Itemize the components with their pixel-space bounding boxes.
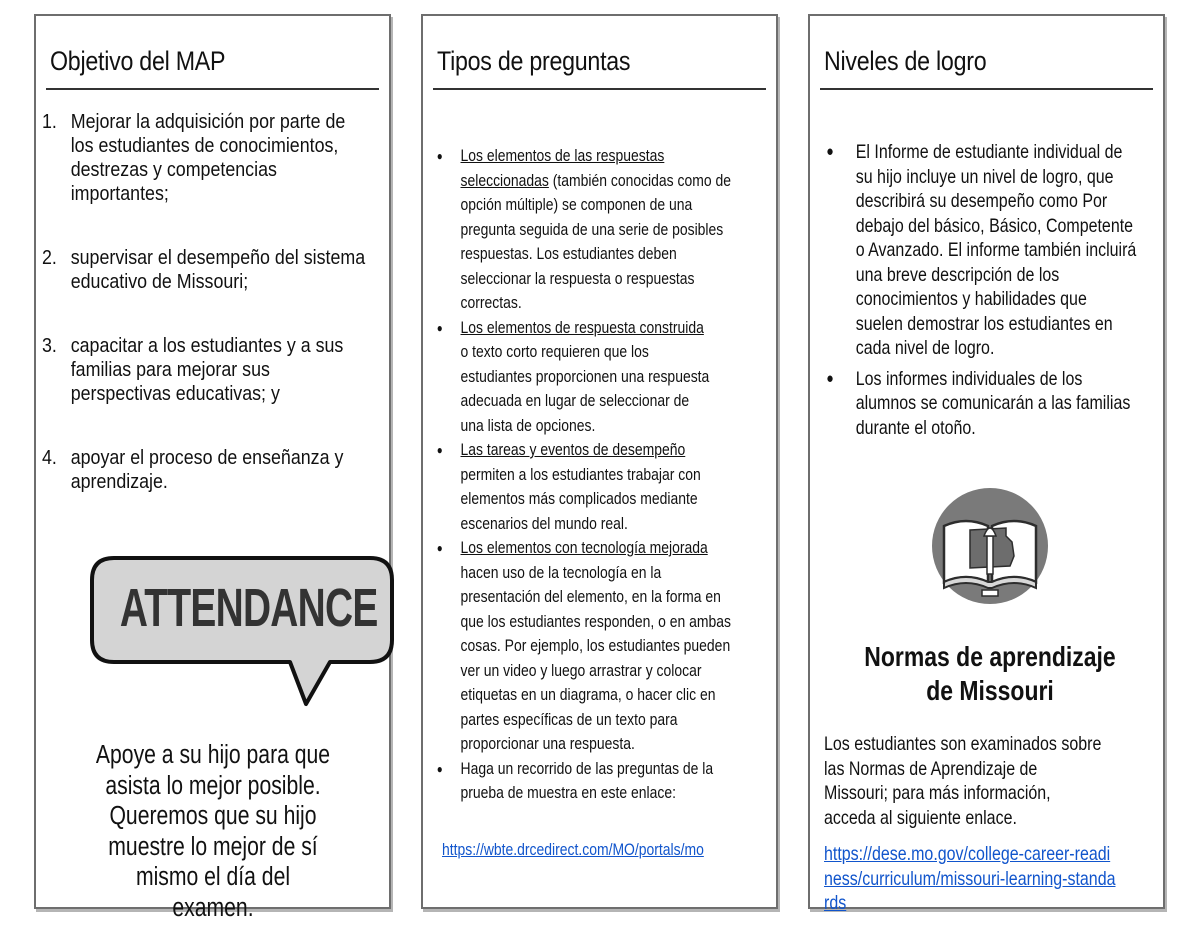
panel-title: Tipos de preguntas — [437, 46, 631, 76]
list-item — [42, 110, 373, 206]
panel-tipos — [421, 14, 778, 909]
list-item — [42, 446, 373, 494]
item-text: o texto corto requieren que los estudiantes proporcionen una respuesta adecuada en lugar de seleccionar de una lista de opciones. — [460, 342, 710, 435]
title-divider — [820, 88, 1153, 90]
item-number: 1. — [42, 110, 57, 133]
attendance-support-text: Apoye a su hijo para que asista lo mejor posible. Queremos que su hijo muestre lo mejor de sí mismo el día del examen. — [95, 741, 331, 922]
item-text: apoyar el proceso de enseñanza y aprendizaje. — [70, 446, 344, 493]
normas-title: Normas de aprendizaje de Missouri — [864, 641, 1116, 706]
item-number: 4. — [42, 446, 57, 469]
list-item — [431, 536, 751, 757]
item-text: supervisar el desempeño del sistema educativo de Missouri; — [70, 246, 366, 293]
item-text: capacitar a los estudiantes y a sus familias para mejorar sus perspectivas educativas; y — [70, 334, 344, 405]
list-item — [431, 438, 751, 536]
title-divider — [433, 88, 766, 90]
item-text: Mejorar la adquisición por parte de los estudiantes de conocimientos, destrezas y competencias importantes; — [70, 110, 346, 205]
item-lead: Las tareas y eventos de desempeño — [460, 440, 686, 459]
objetivo-list — [42, 110, 373, 534]
question-types-list — [431, 144, 751, 806]
panel-objetivo — [34, 14, 391, 922]
missouri-standards-link[interactable]: https://dese.mo.gov/college-career-readi ness/curriculum/missouri-learning-standa rds — [824, 843, 1116, 914]
sample-test-link[interactable]: https://wbte.drcedirect.com/MO/portals/mo — [442, 840, 704, 859]
item-lead: Los elementos de respuesta construida — [460, 317, 704, 337]
panel-niveles — [808, 14, 1165, 914]
list-item: ● Los informes individuales de los alumnos se comunicarán a las familias durante el otoño. — [818, 367, 1150, 441]
list-item — [42, 334, 373, 406]
list-item — [431, 757, 751, 806]
title-divider — [46, 88, 379, 90]
item-number: 3. — [42, 334, 57, 357]
item-text: Haga un recorrido de las preguntas de la prueba de muestra en este enlace: — [460, 758, 714, 802]
item-text: hacen uso de la tecnología en la presentación del elemento, en la forma en que los estudiantes responden, o en ambas cosas. Por ejemplo, los estudiantes pueden ver un video y luego arrastrar y colocar etiquetas en un diagrama, o hacer clic en partes específicas de un texto para proporcionar una respuesta. — [460, 562, 731, 753]
item-text: (también conocidas como de opción múltiple) se componen de una pregunta seguida de una serie de posibles respuestas. Los estudiantes deben seleccionar la respuesta o respuestas correctas. — [460, 170, 731, 312]
item-text: permiten a los estudiantes trabajar con elementos más complicados mediante escenarios del mundo real. — [460, 464, 701, 533]
item-lead: Los elementos con tecnología mejorada — [460, 538, 708, 557]
item-number: 2. — [42, 246, 57, 269]
panel-title: Objetivo del MAP — [50, 46, 226, 76]
attendance-label: ATTENDANCE — [119, 578, 378, 638]
list-item — [42, 246, 373, 294]
list-item — [431, 316, 751, 439]
achievement-list — [818, 140, 1150, 446]
panel-title: Niveles de logro — [824, 46, 987, 76]
list-item — [431, 144, 751, 316]
normas-body: Los estudiantes son examinados sobre las Normas de Aprendizaje de Missouri; para más información, acceda al siguiente enlace. — [824, 733, 1102, 829]
item-lead: Los elementos de las respuestas seleccionadas — [460, 146, 665, 190]
list-item: ● El Informe de estudiante individual de su hijo incluye un nivel de logro, que describirá su desempeño como Por debajo del básico, Básico, Competente o Avanzado. El informe también incluirá una breve descripción de los conocimientos y habilidades que suelen demostrar los estudiantes en cada nivel de logro. — [818, 140, 1150, 361]
missouri-learning-standards-icon — [930, 486, 1050, 616]
